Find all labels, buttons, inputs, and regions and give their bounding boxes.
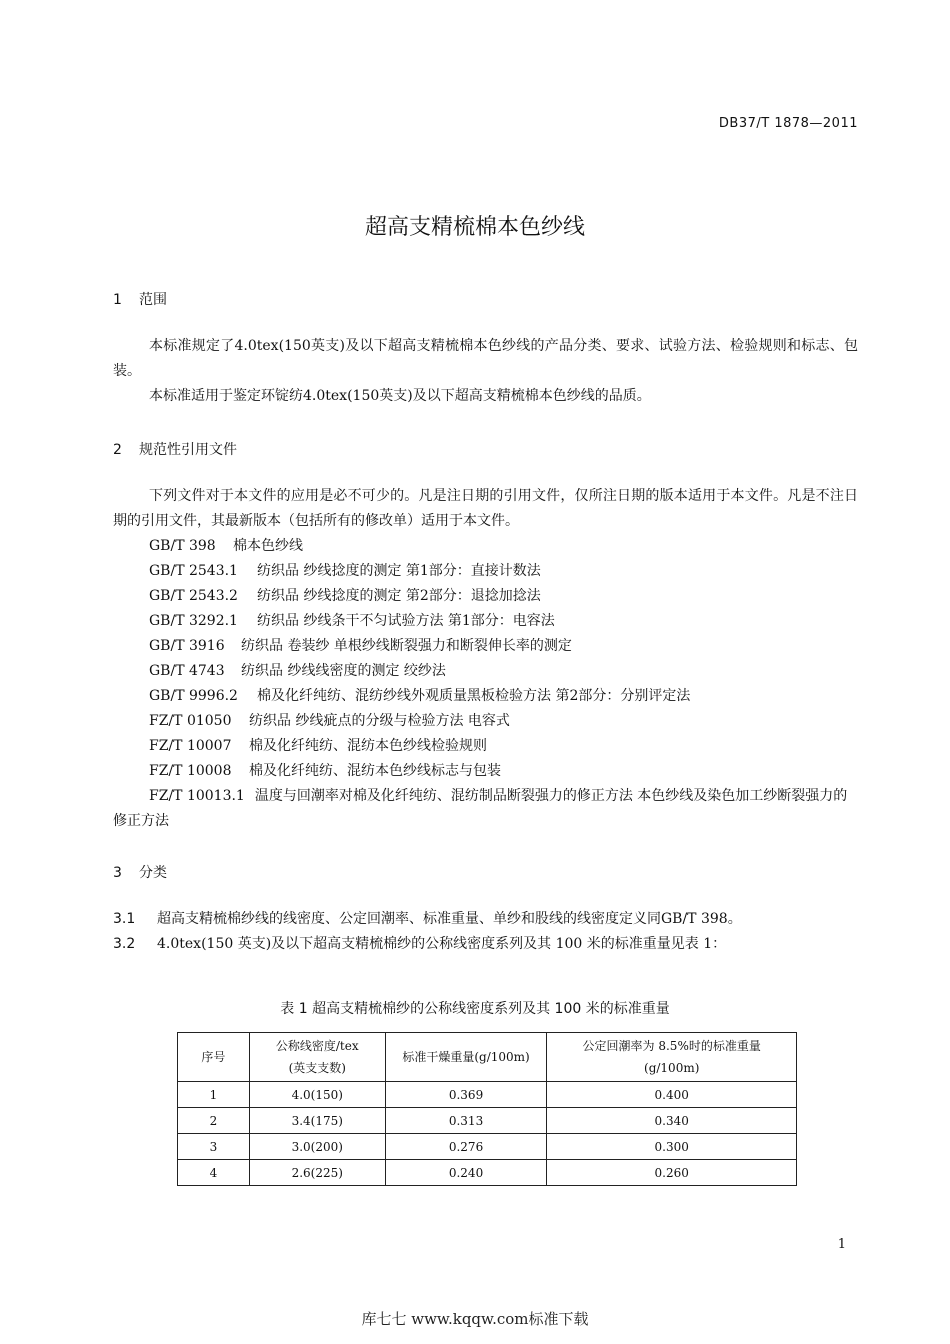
section-1-heading bbox=[113, 289, 167, 309]
table-row bbox=[178, 1082, 797, 1108]
cell-density: 3.4(175) bbox=[249, 1108, 385, 1134]
header-line: 公称线密度/tex bbox=[275, 1039, 359, 1053]
ref-code: GB/T 3292.1 bbox=[149, 613, 238, 629]
header-serial: 序号 bbox=[178, 1033, 250, 1082]
clause-text: 4.0tex(150 英支)及以下超高支精梳棉纱的公称线密度系列及其 100 米的标准重量见表 1： bbox=[157, 936, 727, 952]
reference-item bbox=[149, 559, 541, 584]
ref-title: 棉及化纤纯纺、混纺纱线外观质量黑板检验方法 第2部分：分别评定法 bbox=[257, 688, 691, 704]
ref-code: FZ/T 10008 bbox=[149, 763, 232, 779]
header-line: (g/100m) bbox=[644, 1061, 700, 1075]
header-line: 公定回潮率为 8.5%时的标准重量 bbox=[582, 1039, 761, 1053]
ref-code: GB/T 4743 bbox=[149, 663, 225, 679]
reference-item bbox=[149, 634, 572, 659]
table-row bbox=[178, 1160, 797, 1186]
page-number: 1 bbox=[837, 1237, 846, 1252]
section-3-heading bbox=[113, 862, 167, 882]
ref-title: 棉及化纤纯纺、混纺本色纱线检验规则 bbox=[249, 738, 487, 754]
table-header-row bbox=[178, 1033, 797, 1082]
paragraph: 下列文件对于本文件的应用是必不可少的。凡是注日期的引用文件，仅所注日期的版本适用于本文件。凡是不注日期的引用文件，其最新版本（包括所有的修改单）适用于本文件。 bbox=[113, 488, 858, 529]
footer-watermark-text: 库七七 www.kqqw.com标准下载 bbox=[361, 1310, 589, 1328]
cell-dry-weight: 0.369 bbox=[385, 1082, 547, 1108]
ref-title: 纺织品 纱线线密度的测定 绞纱法 bbox=[241, 663, 446, 679]
section-number: 2 bbox=[113, 442, 122, 458]
ref-code: GB/T 398 bbox=[149, 538, 216, 554]
ref-code: FZ/T 01050 bbox=[149, 713, 232, 729]
table-caption: 表 1 超高支精梳棉纱的公称线密度系列及其 100 米的标准重量 bbox=[280, 1001, 670, 1017]
section-number: 1 bbox=[113, 292, 122, 308]
ref-title: 纺织品 纱线疵点的分级与检验方法 电容式 bbox=[249, 713, 510, 729]
ref-code: GB/T 2543.2 bbox=[149, 588, 238, 604]
ref-code: FZ/T 10013.1 bbox=[149, 788, 245, 804]
clause bbox=[113, 907, 742, 932]
header-line: (英支支数) bbox=[288, 1061, 346, 1075]
cell-dry-weight: 0.276 bbox=[385, 1134, 547, 1160]
section-title: 规范性引用文件 bbox=[139, 442, 237, 458]
paragraph: 本标准适用于鉴定环锭纺4.0tex(150英支)及以下超高支精梳棉本色纱线的品质。 bbox=[149, 388, 651, 404]
section-title: 分类 bbox=[139, 865, 167, 881]
cell-dry-weight: 0.240 bbox=[385, 1160, 547, 1186]
ref-title: 棉本色纱线 bbox=[233, 538, 303, 554]
reference-item bbox=[149, 534, 303, 559]
ref-code: GB/T 3916 bbox=[149, 638, 225, 654]
section-title: 范围 bbox=[139, 292, 167, 308]
clause-number: 3.1 bbox=[113, 911, 136, 927]
reference-item bbox=[149, 684, 690, 709]
reference-item bbox=[149, 584, 541, 609]
reference-item bbox=[149, 709, 510, 734]
reference-item bbox=[149, 734, 487, 759]
cell-serial: 2 bbox=[178, 1108, 250, 1134]
clause-text: 超高支精梳棉纱线的线密度、公定回潮率、标准重量、单纱和股线的线密度定义同GB/T 398。 bbox=[157, 911, 742, 927]
reference-item bbox=[113, 784, 858, 834]
ref-title: 纺织品 纱线捻度的测定 第2部分：退捻加捻法 bbox=[257, 588, 541, 604]
cell-serial: 3 bbox=[178, 1134, 250, 1160]
reference-item bbox=[149, 659, 446, 684]
cell-serial: 1 bbox=[178, 1082, 250, 1108]
clause-number: 3.2 bbox=[113, 936, 136, 952]
cell-density: 3.0(200) bbox=[249, 1134, 385, 1160]
ref-title: 棉及化纤纯纺、混纺本色纱线标志与包装 bbox=[249, 763, 501, 779]
standard-weight-table bbox=[177, 1032, 797, 1186]
header-dry-weight: 标准干燥重量(g/100m) bbox=[385, 1033, 547, 1082]
cell-density: 4.0(150) bbox=[249, 1082, 385, 1108]
ref-title: 温度与回潮率对棉及化纤纯纺、混纺制品断裂强力的修正方法 本色纱线及染色加工纱断裂强力的修正方法 bbox=[113, 788, 848, 829]
ref-title: 纺织品 纱线条干不匀试验方法 第1部分：电容法 bbox=[257, 613, 555, 629]
paragraph: 本标准规定了4.0tex(150英支)及以下超高支精梳棉本色纱线的产品分类、要求、试验方法、检验规则和标志、包装。 bbox=[113, 338, 858, 379]
reference-item bbox=[149, 759, 501, 784]
ref-code: GB/T 9996.2 bbox=[149, 688, 238, 704]
section-number: 3 bbox=[113, 865, 122, 881]
cell-dry-weight: 0.313 bbox=[385, 1108, 547, 1134]
header-standard-weight bbox=[547, 1033, 797, 1082]
section-2-heading bbox=[113, 439, 237, 459]
clause bbox=[113, 932, 726, 957]
ref-code: FZ/T 10007 bbox=[149, 738, 232, 754]
reference-item bbox=[149, 609, 555, 634]
ref-title: 纺织品 卷装纱 单根纱线断裂强力和断裂伸长率的测定 bbox=[241, 638, 572, 654]
cell-standard-weight: 0.300 bbox=[547, 1134, 797, 1160]
header-nominal-density bbox=[249, 1033, 385, 1082]
cell-standard-weight: 0.400 bbox=[547, 1082, 797, 1108]
table-row bbox=[178, 1108, 797, 1134]
document-number: DB37/T 1878—2011 bbox=[718, 116, 858, 131]
cell-density: 2.6(225) bbox=[249, 1160, 385, 1186]
table-row bbox=[178, 1134, 797, 1160]
ref-title: 纺织品 纱线捻度的测定 第1部分：直接计数法 bbox=[257, 563, 541, 579]
ref-code: GB/T 2543.1 bbox=[149, 563, 238, 579]
cell-standard-weight: 0.340 bbox=[547, 1108, 797, 1134]
cell-standard-weight: 0.260 bbox=[547, 1160, 797, 1186]
cell-serial: 4 bbox=[178, 1160, 250, 1186]
document-title: 超高支精梳棉本色纱线 bbox=[364, 215, 585, 240]
